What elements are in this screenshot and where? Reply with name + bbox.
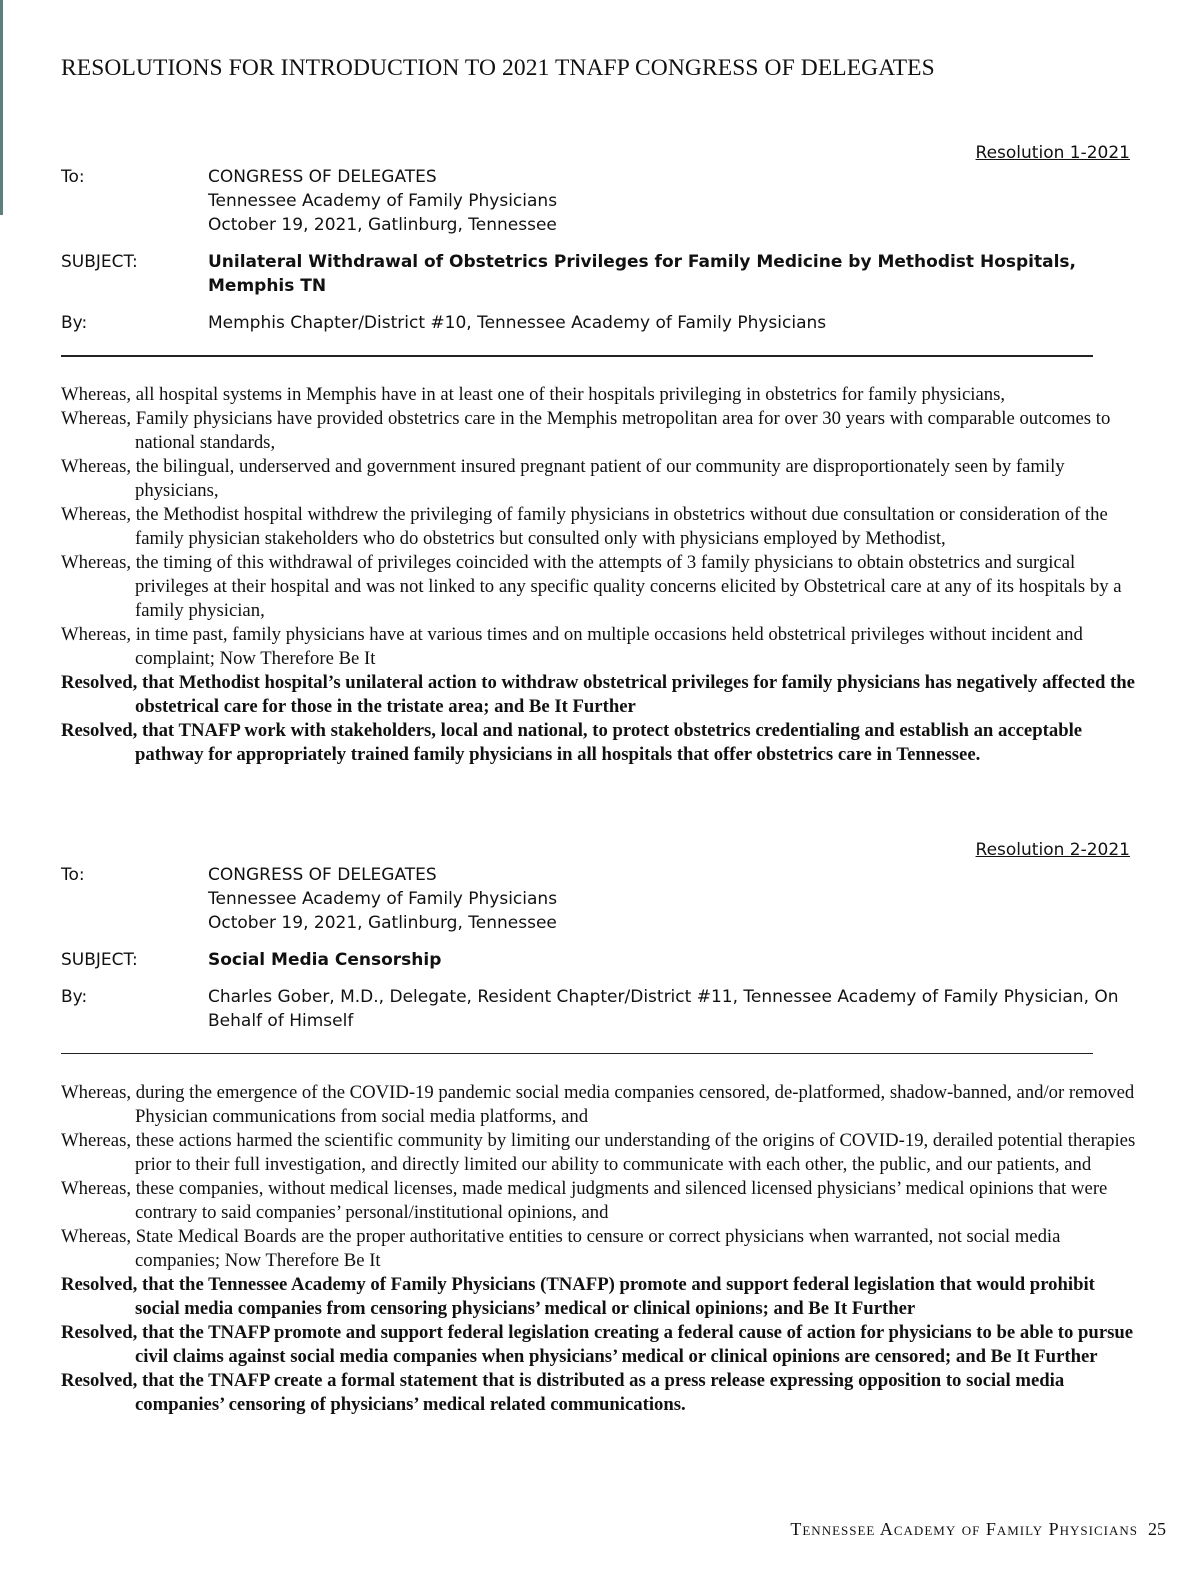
to-line: CONGRESS OF DELEGATES	[208, 865, 437, 885]
resolution-2-header	[61, 863, 1121, 1033]
subject-value: Unilateral Withdrawal of Obstetrics Privileges for Family Medicine by Methodist Hospitals, Memphis TN	[208, 252, 1076, 296]
page-number: 25	[1148, 1519, 1166, 1539]
section-divider	[61, 355, 1093, 357]
whereas-clause: Whereas, the timing of this withdrawal of privileges coincided with the attempts of 3 family physicians to obtain obstetrics and surgical privileges at their hospital and was not linked to any specific quality concerns elicited by Obstetrical care at any of its hospitals by a family physician,	[61, 552, 1122, 621]
resolution-1-body	[61, 383, 1136, 767]
to-line: October 19, 2021, Gatlinburg, Tennessee	[208, 215, 557, 235]
whereas-clause: Whereas, these companies, without medical licenses, made medical judgments and silenced licensed physicians’ medical opinions that were contrary to said companies’ personal/institutional opinions, and	[61, 1178, 1108, 1223]
resolution-2-body	[61, 1081, 1136, 1417]
resolved-clause: Resolved, that the Tennessee Academy of Family Physicians (TNAFP) promote and support federal legislation that would prohibit social media companies from censoring physicians’ medical or clinical opinions; and Be It Further	[61, 1274, 1095, 1319]
subject-row	[61, 948, 1121, 972]
resolution-1-header	[61, 165, 1121, 335]
to-line: Tennessee Academy of Family Physicians	[208, 889, 558, 909]
resolution-2-number: Resolution 2-2021	[975, 840, 1130, 860]
resolved-clause: Resolved, that TNAFP work with stakeholders, local and national, to protect obstetrics credentialing and establish an acceptable pathway for appropriately trained family physicians in all hospitals that offer obstetrics care in Tennessee.	[61, 720, 1083, 765]
to-line: October 19, 2021, Gatlinburg, Tennessee	[208, 913, 557, 933]
subject-label: SUBJECT:	[61, 950, 138, 970]
to-line: Tennessee Academy of Family Physicians	[208, 191, 558, 211]
whereas-clause: Whereas, during the emergence of the COVID-19 pandemic social media companies censored, de-platformed, shadow-banned, and/or removed Physician communications from social media platforms, and	[61, 1082, 1135, 1127]
footer-organization: Tennessee Academy of Family Physicians	[790, 1519, 1138, 1539]
whereas-clause: Whereas, these actions harmed the scientific community by limiting our understanding of the origins of COVID-19, derailed potential therapies prior to their full investigation, and directly limited our ability to communicate with each other, the public, and our patients, and	[61, 1130, 1136, 1175]
by-label: By:	[61, 987, 88, 1007]
document-title: RESOLUTIONS FOR INTRODUCTION TO 2021 TNAFP CONGRESS OF DELEGATES	[61, 55, 935, 81]
to-line: CONGRESS OF DELEGATES	[208, 167, 437, 187]
page-footer	[790, 1519, 1166, 1540]
to-value	[208, 863, 1121, 935]
whereas-clause: Whereas, all hospital systems in Memphis have in at least one of their hospitals privileging in obstetrics for family physicians,	[61, 384, 1006, 405]
subject-row	[61, 250, 1121, 298]
to-row	[61, 863, 1121, 935]
by-row	[61, 985, 1121, 1033]
subject-label: SUBJECT:	[61, 252, 138, 272]
by-label: By:	[61, 313, 88, 333]
resolved-clause: Resolved, that the TNAFP promote and support federal legislation creating a federal cause of action for physicians to be able to pursue civil claims against social media companies when physicians’ medical or clinical opinions are censored; and Be It Further	[61, 1322, 1134, 1367]
subject-value: Social Media Censorship	[208, 950, 442, 970]
by-row	[61, 311, 1121, 335]
whereas-clause: Whereas, State Medical Boards are the proper authoritative entities to censure or correct physicians when warranted, not social media companies; Now Therefore Be It	[61, 1226, 1061, 1271]
section-divider	[61, 1053, 1093, 1054]
to-label: To:	[61, 865, 85, 885]
whereas-clause: Whereas, the Methodist hospital withdrew the privileging of family physicians in obstetrics without due consultation or consideration of the family physician stakeholders who do obstetrics but consulted only with physicians employed by Methodist,	[61, 504, 1108, 549]
whereas-clause: Whereas, Family physicians have provided obstetrics care in the Memphis metropolitan area for over 30 years with comparable outcomes to national standards,	[61, 408, 1111, 453]
by-value: Charles Gober, M.D., Delegate, Resident Chapter/District #11, Tennessee Academy of Family Physician, On Behalf of Himself	[208, 987, 1119, 1031]
left-margin-rule	[0, 0, 3, 215]
to-value	[208, 165, 1121, 237]
whereas-clause: Whereas, in time past, family physicians have at various times and on multiple occasions held obstetrical privileges without incident and complaint; Now Therefore Be It	[61, 624, 1083, 669]
resolution-1-number: Resolution 1-2021	[975, 143, 1130, 163]
to-row	[61, 165, 1121, 237]
to-label: To:	[61, 167, 85, 187]
resolved-clause: Resolved, that the TNAFP create a formal statement that is distributed as a press release expressing opposition to social media companies’ censoring of physicians’ medical related communications.	[61, 1370, 1065, 1415]
by-value: Memphis Chapter/District #10, Tennessee Academy of Family Physicians	[208, 313, 827, 333]
whereas-clause: Whereas, the bilingual, underserved and government insured pregnant patient of our community are disproportionately seen by family physicians,	[61, 456, 1065, 501]
resolved-clause: Resolved, that Methodist hospital’s unilateral action to withdraw obstetrical privileges for family physicians has negatively affected the obstetrical care for those in the tristate area; and Be It Further	[61, 672, 1135, 717]
